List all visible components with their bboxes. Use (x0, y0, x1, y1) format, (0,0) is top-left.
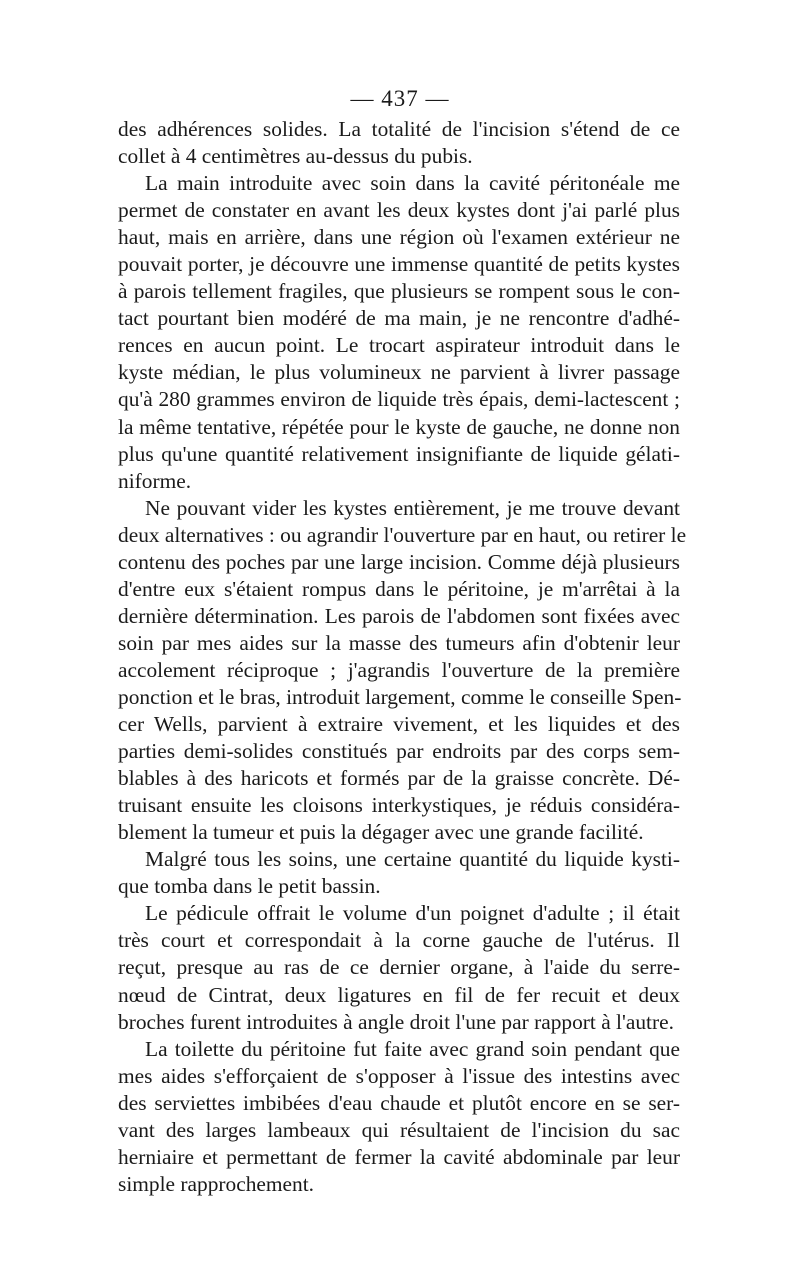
text-line: simple rapprochement. (118, 1171, 315, 1196)
body-text (118, 116, 687, 1198)
text-line: La toilette du péritoine fut faite avec grand soin pendant que (145, 1036, 680, 1061)
paragraph (118, 846, 680, 900)
text-line: très court et correspondait à la corne gauche de l'utérus. Il (118, 928, 680, 953)
text-line: vant des larges lambeaux qui résultaient de l'incision du sac (118, 1117, 680, 1142)
text-line: dernière détermination. Les parois de l'abdomen sont fixées avec (118, 603, 680, 628)
text-line: d'entre eux s'étaient rompus dans le péritoine, je m'arrêtai à la (118, 576, 680, 601)
text-line: haut, mais en arrière, dans une région où l'examen extérieur ne (118, 225, 680, 250)
paragraph (118, 1036, 680, 1198)
text-line: soin par mes aides sur la masse des tumeurs afin d'obtenir leur (118, 630, 680, 655)
paragraph (118, 900, 680, 1035)
text-line: Ne pouvant vider les kystes entièrement, je me trouve devant (145, 495, 680, 520)
text-line: des adhérences solides. La totalité de l'incision s'étend de ce (118, 117, 680, 141)
text-line: permet de constater en avant les deux kystes dont j'ai parlé plus (118, 198, 680, 223)
text-line: la même tentative, répétée pour le kyste de gauche, ne donne non (118, 414, 680, 439)
text-line: Le pédicule offrait le volume d'un poignet d'adulte ; il était (145, 901, 680, 926)
text-line: accolement réciproque ; j'agrandis l'ouverture de la première (118, 657, 680, 682)
text-line: La main introduite avec soin dans la cavité péritonéale me (145, 171, 680, 196)
text-line: parties demi-solides constitués par endroits par des corps sem- (118, 739, 680, 764)
text-line: truisant ensuite les cloisons interkystiques, je réduis considéra- (118, 793, 680, 818)
text-line: tact pourtant bien modéré de ma main, je ne rencontre d'adhé- (118, 306, 680, 331)
text-line: kyste médian, le plus volumineux ne parvient à livrer passage (118, 360, 680, 385)
text-line: qu'à 280 grammes environ de liquide très épais, demi-lactescent ; (118, 387, 680, 412)
text-line: niforme. (118, 468, 192, 493)
text-line: mes aides s'efforçaient de s'opposer à l'issue des intestins avec (118, 1063, 680, 1088)
text-line: blables à des haricots et formés par de la graisse concrète. Dé- (118, 766, 680, 791)
text-line: broches furent introduites à angle droit l'une par rapport à l'autre. (118, 1009, 674, 1034)
text-line: contenu des poches par une large incision. Comme déjà plusieurs (118, 549, 680, 574)
text-line: deux alternatives : ou agrandir l'ouverture par en haut, ou retirer le (118, 522, 687, 547)
text-line: des serviettes imbibées d'eau chaude et plutôt encore en se ser- (118, 1090, 680, 1115)
text-line: rences en aucun point. Le trocart aspirateur introduit dans le (118, 333, 680, 358)
text-line: pouvait porter, je découvre une immense quantité de petits kystes (118, 252, 680, 277)
text-line: à parois tellement fragiles, que plusieurs se rompent sous le con- (118, 279, 680, 304)
page-number: — 437 — (350, 86, 450, 111)
text-line: que tomba dans le petit bassin. (118, 874, 381, 899)
paragraph (118, 170, 680, 495)
text-line: cer Wells, parvient à extraire vivement, et les liquides et des (118, 712, 680, 737)
text-line: nœud de Cintrat, deux ligatures en fil de fer recuit et deux (118, 982, 680, 1007)
text-line: ponction et le bras, introduit largement, comme le conseille Spen- (118, 684, 682, 709)
text-line: reçut, presque au ras de ce dernier organe, à l'aide du serre- (118, 955, 680, 980)
text-line: herniaire et permettant de fermer la cavité abdominale par leur (118, 1144, 680, 1169)
text-line: plus qu'une quantité relativement insignifiante de liquide gélati- (118, 441, 680, 466)
text-line: blement la tumeur et puis la dégager avec une grande facilité. (118, 820, 644, 845)
paragraph (118, 116, 680, 170)
text-line: collet à 4 centimètres au-dessus du pubis. (118, 144, 473, 169)
paragraph (118, 495, 687, 847)
text-line: Malgré tous les soins, une certaine quantité du liquide kysti- (145, 847, 680, 872)
